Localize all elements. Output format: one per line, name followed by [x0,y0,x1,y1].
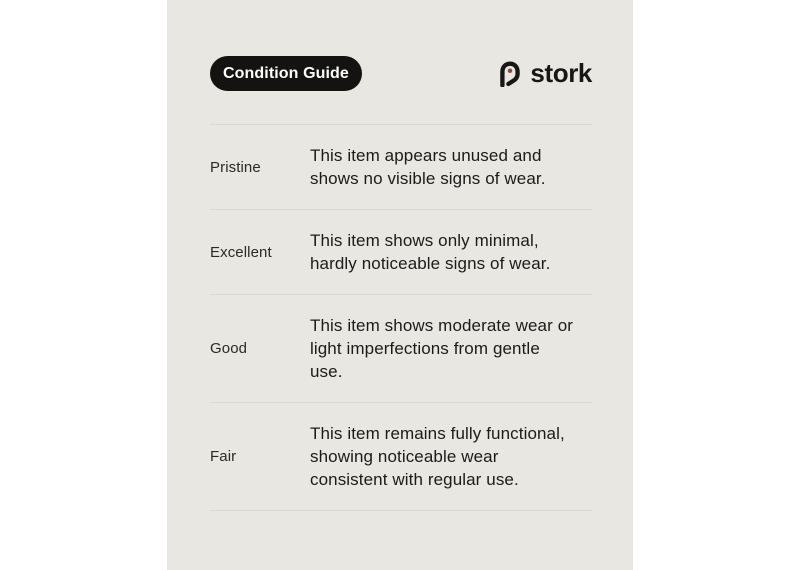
condition-row [210,402,592,511]
condition-row [210,124,592,209]
stork-logo-icon [497,61,523,87]
condition-description-line: This item shows only minimal, [310,231,539,250]
condition-description-line: This item remains fully functional, [310,424,565,443]
condition-description [310,229,592,275]
condition-description-line: use. [310,362,343,381]
condition-description [310,422,592,491]
condition-guide-badge: Condition Guide [210,56,362,91]
condition-guide-card [167,0,633,570]
condition-description-line: light imperfections from gentle [310,339,540,358]
condition-description-line: showing noticeable wear [310,447,499,466]
condition-description-line: This item appears unused and [310,146,542,165]
condition-description [310,314,592,383]
condition-description-line: This item shows moderate wear or [310,316,574,335]
condition-description-line: consistent with regular use. [310,470,519,489]
condition-row [210,294,592,402]
condition-label: Pristine [210,158,261,176]
stork-wordmark: stork [530,57,592,88]
condition-description [310,144,592,190]
condition-label: Excellent [210,243,272,261]
condition-row [210,209,592,294]
condition-description-line: hardly noticeable signs of wear. [310,254,551,273]
condition-label: Fair [210,448,237,465]
condition-description-line: shows no visible signs of wear. [310,169,546,188]
condition-table [210,124,592,511]
card-header [210,56,592,91]
stork-logo [497,57,592,88]
condition-label: Good [210,340,248,357]
